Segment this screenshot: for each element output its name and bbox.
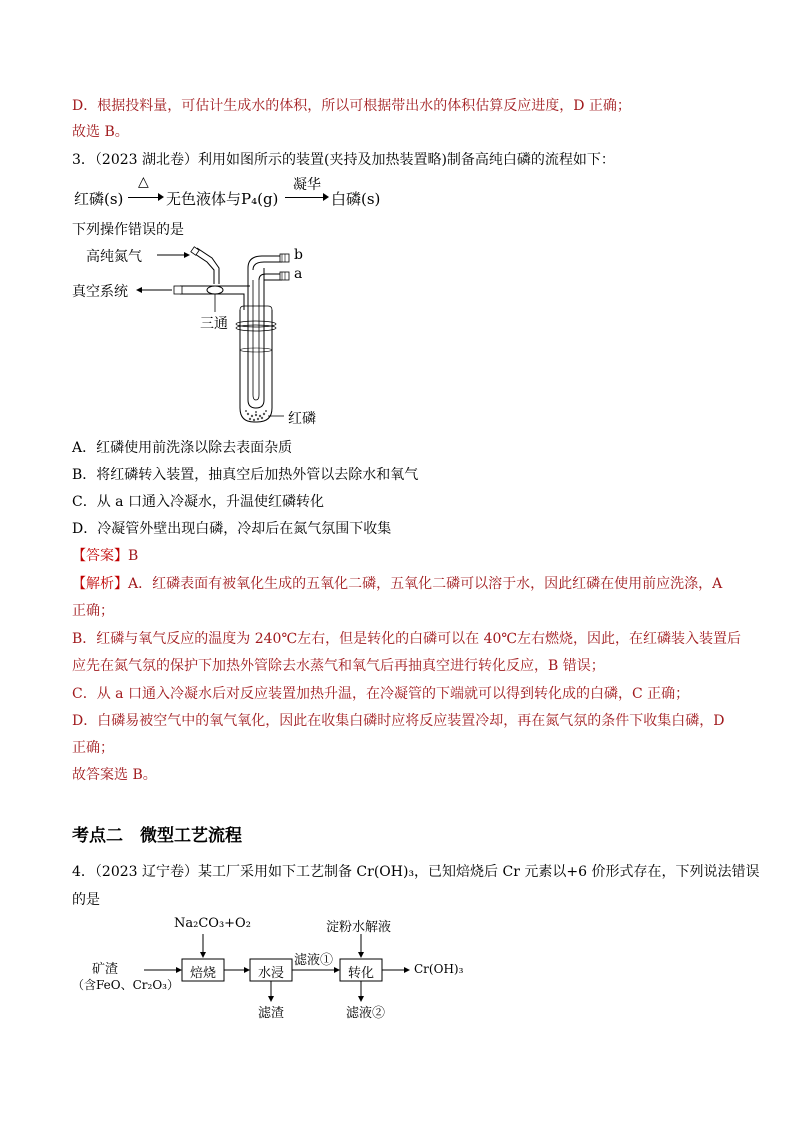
label-product: Cr(OH)₃ <box>414 962 464 976</box>
flow-arrowhead-2 <box>323 193 329 201</box>
box-roasting: 焙烧 <box>190 966 217 981</box>
explanation-d-cont: 正确； <box>72 740 114 756</box>
explanation-a: A．红磷表面有被氧化生成的五氧化二磷，五氧化二磷可以溶于水，因此红磷在使用前应洗涤，A <box>128 576 723 592</box>
box-water-leach: 水浸 <box>258 966 285 981</box>
q3-option-c: C．从 a 口通入冷凝水，升温使红磷转化 <box>72 494 324 510</box>
reagent-starch-hydrolysate: 淀粉水解液 <box>326 920 392 935</box>
answer-value: B <box>128 548 139 564</box>
flow-start: 红磷(s) <box>74 190 124 208</box>
q3-option-b: B．将红磷转入装置，抽真空后加热外管以去除水和氧气 <box>72 467 419 483</box>
flow-cond-heat: △ <box>138 174 149 190</box>
flow-arrowhead-1 <box>158 193 164 201</box>
q4-stem-cont: 的是 <box>72 892 100 908</box>
explanation-c: C．从 a 口通入冷凝水后对反应装置加热升温，在冷凝管的下端就可以得到转化成的白磷，C 正确； <box>72 686 690 702</box>
q3-option-a: A．红磷使用前洗涤以除去表面杂质 <box>72 440 293 456</box>
label-vacuum: 真空系统 <box>72 284 128 300</box>
label-filtrate-2: 滤液② <box>346 1006 386 1021</box>
q4-flow <box>72 912 492 1022</box>
q3-flow <box>72 174 402 208</box>
prev-answer: 故选 B。 <box>72 124 129 140</box>
feed-slag: 矿渣 <box>92 962 119 977</box>
answer-tag: 【答案】 <box>72 548 128 564</box>
flow-cond-sublime: 凝华 <box>293 177 321 193</box>
label-tee: 三通 <box>200 316 228 332</box>
label-residue: 滤渣 <box>258 1006 285 1021</box>
q3-option-d: D．冷凝管外壁出现白磷，冷却后在氮气氛围下收集 <box>72 521 392 537</box>
section-title: 考点二 微型工艺流程 <box>72 826 242 846</box>
q4-stem: 4．（2023 辽宁卷）某工厂采用如下工艺制备 Cr(OH)₃，已知焙烧后 Cr 元素以+6 价形式存在，下列说法错误 <box>72 864 760 880</box>
prev-option-d: D．根据投料量，可估计生成水的体积，所以可根据带出水的体积估算反应进度，D 正确； <box>72 98 631 114</box>
explanation-b-cont: 应先在氮气氛的保护下加热外管除去水蒸气和氧气后再抽真空进行转化反应，B 错误； <box>72 658 605 674</box>
explanation-b: B．红磷与氧气反应的温度为 240℃左右，但是转化的白磷可以在 40℃左右燃烧，因此，在红磷装入装置后 <box>72 631 742 647</box>
feed-composition: （含FeO、Cr₂O₃） <box>72 978 179 992</box>
label-red-phosphorus: 红磷 <box>288 411 316 427</box>
label-filtrate-1: 滤液① <box>294 953 334 968</box>
apparatus-figure <box>72 240 332 430</box>
explanation-final: 故答案选 B。 <box>72 767 157 783</box>
explanation-tag: 【解析】 <box>72 576 128 592</box>
label-nitrogen: 高纯氮气 <box>86 249 142 265</box>
flow-arrow-2 <box>285 197 327 198</box>
box-conversion: 转化 <box>348 966 375 981</box>
q3-ask: 下列操作错误的是 <box>72 222 184 238</box>
label-port-a: a <box>294 266 303 282</box>
flow-arrow-1 <box>128 197 162 198</box>
answer-line <box>72 546 138 566</box>
explanation-d: D．白磷易被空气中的氧气氧化，因此在收集白磷时应将反应装置冷却，再在氮气氛的条件下收集白磷，D <box>72 713 725 729</box>
explanation-line-1 <box>72 574 722 594</box>
q3-stem: 3．（2023 湖北卷）利用如图所示的装置(夹持及加热装置略)制备高纯白磷的流程如下： <box>72 152 615 168</box>
reagent-sodium-carbonate: Na₂CO₃+O₂ <box>174 916 251 931</box>
apparatus-drawing <box>72 240 332 430</box>
explanation-a-cont: 正确； <box>72 603 114 619</box>
flow-end: 白磷(s) <box>331 190 381 208</box>
label-port-b: b <box>294 247 303 263</box>
flow-mid: 无色液体与P₄(g) <box>166 190 279 208</box>
